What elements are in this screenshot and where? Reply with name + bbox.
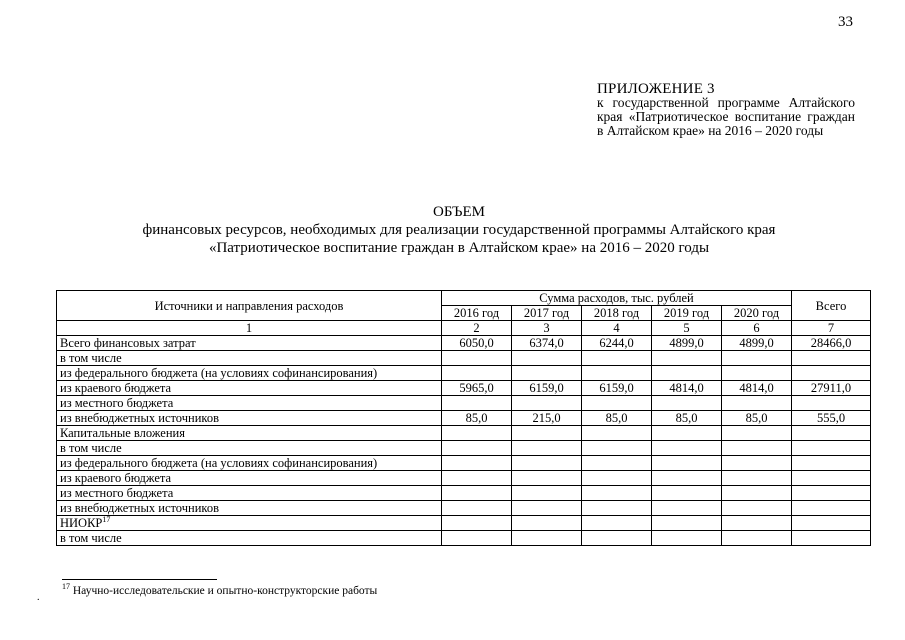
- total-cell: 28466,0: [792, 336, 871, 351]
- year-value-cell: [512, 396, 582, 411]
- year-value-cell: [442, 531, 512, 546]
- year-value-cell: [512, 486, 582, 501]
- column-index: 1: [57, 321, 442, 336]
- table-row: [57, 351, 871, 366]
- year-value-cell: [582, 486, 652, 501]
- appendix-block: [597, 82, 855, 138]
- year-header: 2020 год: [722, 306, 792, 321]
- year-value-cell: [722, 441, 792, 456]
- column-index: 2: [442, 321, 512, 336]
- year-value-cell: [652, 531, 722, 546]
- row-label: [57, 411, 442, 426]
- year-value-cell: [512, 456, 582, 471]
- year-value-cell: [652, 441, 722, 456]
- total-cell: [792, 501, 871, 516]
- year-value-cell: 85,0: [582, 411, 652, 426]
- year-value-cell: [722, 351, 792, 366]
- column-index: 6: [722, 321, 792, 336]
- year-value-cell: [512, 441, 582, 456]
- year-value-cell: 85,0: [442, 411, 512, 426]
- appendix-title: ПРИЛОЖЕНИЕ 3: [597, 81, 715, 97]
- year-value-cell: [722, 396, 792, 411]
- year-value-cell: [512, 471, 582, 486]
- year-value-cell: [722, 426, 792, 441]
- total-cell: [792, 531, 871, 546]
- table-row: [57, 336, 871, 351]
- column-index: 7: [792, 321, 871, 336]
- footnote-text: Научно-исследовательские и опытно-конструкторские работы: [72, 585, 378, 597]
- row-label: [57, 486, 442, 501]
- column-index: 4: [582, 321, 652, 336]
- year-value-cell: [582, 426, 652, 441]
- year-value-cell: [722, 501, 792, 516]
- total-cell: [792, 351, 871, 366]
- row-label-text: в том числе: [60, 351, 122, 365]
- row-label: [57, 351, 442, 366]
- year-value-cell: 4814,0: [652, 381, 722, 396]
- year-value-cell: [582, 501, 652, 516]
- row-label-text: из краевого бюджета: [60, 471, 172, 485]
- year-value-cell: [652, 351, 722, 366]
- year-value-cell: 6159,0: [582, 381, 652, 396]
- financing-table: [56, 290, 871, 546]
- column-index-row: [57, 321, 871, 336]
- heading-subtitle-line2: «Патриотическое воспитание граждан в Алтайском крае» на 2016 – 2020 годы: [208, 240, 710, 256]
- footnote-divider: [62, 579, 217, 580]
- year-value-cell: [442, 456, 512, 471]
- total-cell: 555,0: [792, 411, 871, 426]
- year-value-cell: [652, 366, 722, 381]
- year-value-cell: [582, 441, 652, 456]
- column-index: 3: [512, 321, 582, 336]
- appendix-description: к государственной программе Алтайского края «Патриотическое воспитание граждан в Алтайском крае» на 2016 – 2020 годы: [597, 95, 855, 138]
- heading-subtitle-line1: финансовых ресурсов, необходимых для реализации государственной программы Алтайского края: [142, 222, 776, 238]
- total-cell: [792, 486, 871, 501]
- row-label-text: Капитальные вложения: [60, 426, 185, 440]
- year-value-cell: [512, 351, 582, 366]
- year-value-cell: [512, 501, 582, 516]
- year-value-cell: 85,0: [722, 411, 792, 426]
- year-value-cell: [722, 456, 792, 471]
- year-value-cell: [512, 426, 582, 441]
- year-header: 2016 год: [442, 306, 512, 321]
- row-label-text: Всего финансовых затрат: [60, 336, 196, 350]
- table-row: [57, 366, 871, 381]
- column-index: 5: [652, 321, 722, 336]
- table-row: [57, 471, 871, 486]
- document-heading: [55, 203, 863, 257]
- year-value-cell: 6050,0: [442, 336, 512, 351]
- table-row: [57, 441, 871, 456]
- footnote-reference: 17: [102, 515, 111, 524]
- sum-column-header: Сумма расходов, тыс. рублей: [442, 291, 792, 306]
- row-label-text: из внебюджетных источников: [60, 501, 219, 515]
- row-label-text: из краевого бюджета: [60, 381, 172, 395]
- row-label: [57, 381, 442, 396]
- row-label-text: из местного бюджета: [60, 486, 174, 500]
- page-number: 33: [838, 14, 853, 30]
- row-label: [57, 501, 442, 516]
- total-column-header: Всего: [792, 291, 871, 321]
- row-label: [57, 426, 442, 441]
- total-cell: [792, 366, 871, 381]
- row-label: [57, 456, 442, 471]
- year-value-cell: [442, 396, 512, 411]
- year-value-cell: [722, 516, 792, 531]
- row-label: [57, 471, 442, 486]
- heading-title: ОБЪЕМ: [433, 204, 485, 220]
- footnote: [62, 582, 378, 597]
- table-row: [57, 501, 871, 516]
- year-value-cell: 6374,0: [512, 336, 582, 351]
- year-value-cell: [582, 471, 652, 486]
- table-row: [57, 411, 871, 426]
- total-cell: [792, 441, 871, 456]
- year-value-cell: 215,0: [512, 411, 582, 426]
- row-label-text: из федерального бюджета (на условиях софинансирования): [60, 456, 378, 470]
- year-value-cell: [442, 516, 512, 531]
- year-value-cell: [652, 396, 722, 411]
- table-row: [57, 486, 871, 501]
- year-value-cell: [582, 366, 652, 381]
- year-value-cell: 4899,0: [722, 336, 792, 351]
- row-label: [57, 516, 442, 531]
- year-value-cell: [652, 486, 722, 501]
- year-value-cell: [582, 351, 652, 366]
- table-header-row: [57, 291, 871, 306]
- year-value-cell: [512, 366, 582, 381]
- total-cell: [792, 456, 871, 471]
- year-value-cell: [442, 351, 512, 366]
- year-value-cell: 85,0: [652, 411, 722, 426]
- year-value-cell: [442, 441, 512, 456]
- year-value-cell: [652, 471, 722, 486]
- table-row: [57, 531, 871, 546]
- year-value-cell: [442, 501, 512, 516]
- year-value-cell: [652, 456, 722, 471]
- year-value-cell: [442, 426, 512, 441]
- footnote-mark: 17: [62, 582, 70, 591]
- row-label: [57, 441, 442, 456]
- row-label-text: из местного бюджета: [60, 396, 174, 410]
- row-label: [57, 531, 442, 546]
- table-row: [57, 396, 871, 411]
- row-label-text: в том числе: [60, 441, 122, 455]
- year-value-cell: [722, 366, 792, 381]
- total-cell: [792, 396, 871, 411]
- row-label-text: из федерального бюджета (на условиях софинансирования): [60, 366, 378, 380]
- year-value-cell: [442, 471, 512, 486]
- row-label-text: из внебюджетных источников: [60, 411, 219, 425]
- year-value-cell: [582, 516, 652, 531]
- table-row: [57, 426, 871, 441]
- year-value-cell: 6159,0: [512, 381, 582, 396]
- year-value-cell: 4899,0: [652, 336, 722, 351]
- year-header: 2017 год: [512, 306, 582, 321]
- year-value-cell: [652, 426, 722, 441]
- table-row: [57, 381, 871, 396]
- year-value-cell: [442, 486, 512, 501]
- year-value-cell: [652, 501, 722, 516]
- year-value-cell: [582, 531, 652, 546]
- year-value-cell: [722, 531, 792, 546]
- year-value-cell: 6244,0: [582, 336, 652, 351]
- year-value-cell: [442, 366, 512, 381]
- total-cell: [792, 471, 871, 486]
- year-value-cell: 5965,0: [442, 381, 512, 396]
- total-cell: [792, 516, 871, 531]
- row-label: [57, 366, 442, 381]
- total-cell: 27911,0: [792, 381, 871, 396]
- table-row: [57, 456, 871, 471]
- row-label: [57, 336, 442, 351]
- year-header: 2019 год: [652, 306, 722, 321]
- year-value-cell: [582, 396, 652, 411]
- source-column-header: Источники и направления расходов: [57, 291, 442, 321]
- row-label-text: НИОКР: [60, 516, 103, 530]
- row-label-text: в том числе: [60, 531, 122, 545]
- year-header: 2018 год: [582, 306, 652, 321]
- year-value-cell: [652, 516, 722, 531]
- year-value-cell: [722, 486, 792, 501]
- total-cell: [792, 426, 871, 441]
- year-value-cell: [722, 471, 792, 486]
- margin-mark: .: [37, 592, 40, 603]
- year-value-cell: [512, 531, 582, 546]
- year-value-cell: 4814,0: [722, 381, 792, 396]
- table-row: [57, 516, 871, 531]
- row-label: [57, 396, 442, 411]
- year-value-cell: [512, 516, 582, 531]
- year-value-cell: [582, 456, 652, 471]
